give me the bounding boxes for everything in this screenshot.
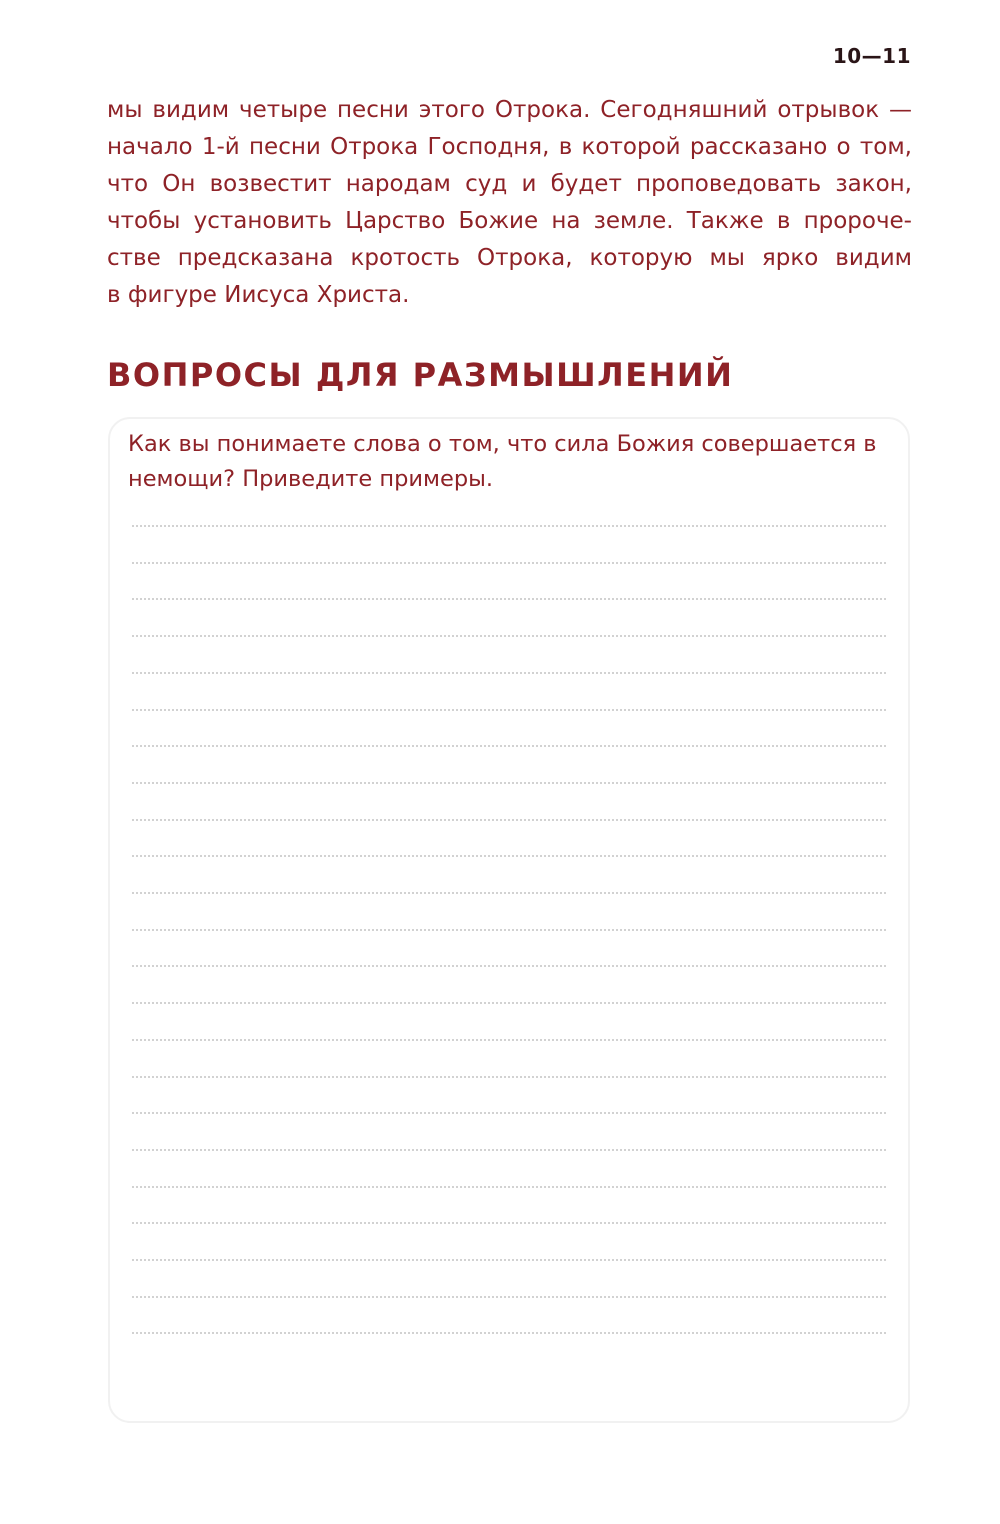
dotted-writing-line: [132, 965, 886, 967]
dotted-writing-line: [132, 1112, 886, 1114]
dotted-writing-line: [132, 1149, 886, 1151]
dotted-writing-line: [132, 1076, 886, 1078]
body-line: мы видим четыре песни этого Отрока. Сегодняшний отрывок —: [107, 97, 912, 123]
dotted-writing-line: [132, 1002, 886, 1004]
question-text: Как вы понимаете слова о том, что сила Божия совершается в немощи? Приведите примеры.: [128, 431, 877, 492]
dotted-writing-line: [132, 709, 886, 711]
dotted-writing-line: [132, 819, 886, 821]
section-title: ВОПРОСЫ ДЛЯ РАЗМЫШЛЕНИЙ: [107, 356, 734, 394]
dotted-writing-line: [132, 1296, 886, 1298]
body-line: начало 1-й песни Отрока Господня, в которой рассказано о том,: [107, 134, 912, 160]
body-line: стве предсказана кротость Отрока, которую мы ярко видим: [107, 245, 912, 271]
dotted-writing-line: [132, 1332, 886, 1334]
dotted-writing-line: [132, 1259, 886, 1261]
body-line: чтобы установить Царство Божие на земле. Также в пророче-: [107, 208, 912, 234]
dotted-writing-line: [132, 1186, 886, 1188]
dotted-writing-line: [132, 745, 886, 747]
dotted-writing-line: [132, 672, 886, 674]
dotted-writing-line: [132, 1222, 886, 1224]
dotted-writing-line: [132, 525, 886, 527]
dotted-writing-line: [132, 892, 886, 894]
dotted-writing-line: [132, 635, 886, 637]
dotted-writing-line: [132, 782, 886, 784]
dotted-writing-line: [132, 855, 886, 857]
dotted-writing-line: [132, 929, 886, 931]
body-line: что Он возвестит народам суд и будет проповедовать закон,: [107, 171, 912, 197]
dotted-writing-line: [132, 1039, 886, 1041]
dotted-writing-line: [132, 562, 886, 564]
answer-area[interactable]: [132, 0, 886, 1524]
page-number: 10—11: [832, 44, 911, 68]
body-line: в фигуре Иисуса Христа.: [107, 282, 410, 308]
dotted-writing-line: [132, 598, 886, 600]
